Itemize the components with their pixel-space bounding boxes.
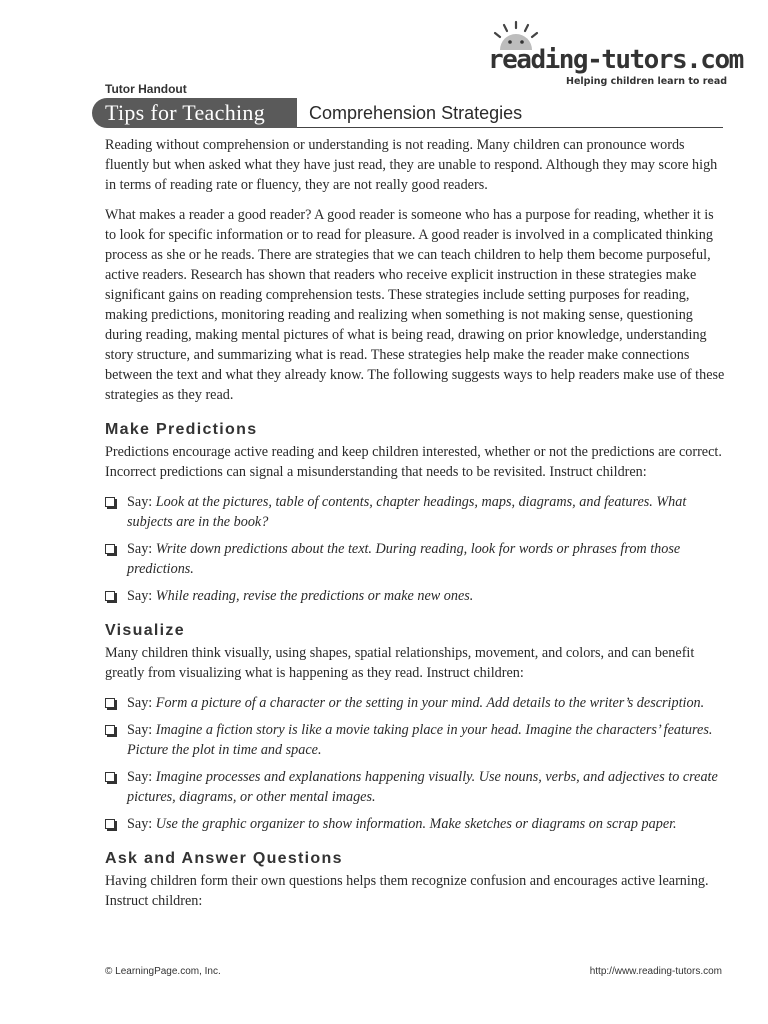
handout-label: Tutor Handout	[105, 82, 187, 96]
tip-list	[105, 492, 725, 606]
section-body: Many children think visually, using shapes, spatial relationships, movement, and colors, and can benefit greatly from visualizing what is happening as they read. Instruct children:	[105, 645, 695, 681]
say-label: Say:	[127, 722, 156, 738]
title-divider	[297, 127, 723, 128]
checkbox-icon	[105, 591, 115, 601]
tip-item	[105, 693, 725, 713]
checkbox-icon	[105, 725, 115, 735]
checkbox-icon	[105, 698, 115, 708]
tip-item	[105, 767, 725, 807]
tip-list	[105, 693, 725, 834]
main-content	[105, 135, 725, 921]
say-label: Say:	[127, 769, 156, 785]
section-heading: Visualize	[105, 622, 185, 639]
section-visualize	[105, 620, 725, 834]
page-title: Tips for Teaching	[105, 100, 266, 125]
tip-quote: Imagine processes and explanations happening visually. Use nouns, verbs, and adjectives to create pictures, diagrams, or other mental images.	[127, 769, 718, 805]
logo-wordmark: reading-tutors.com	[488, 45, 743, 75]
checkbox-icon	[105, 497, 115, 507]
checkbox-icon	[105, 772, 115, 782]
tip-item	[105, 586, 725, 606]
say-label: Say:	[127, 494, 156, 510]
footer-url: http://www.reading-tutors.com	[589, 966, 722, 977]
tip-quote: Form a picture of a character or the setting in your mind. Add details to the writer’s description.	[155, 695, 705, 711]
tip-item	[105, 814, 725, 834]
section-heading: Make Predictions	[105, 421, 258, 438]
say-label: Say:	[127, 541, 156, 557]
title-banner	[92, 98, 297, 128]
section-heading: Ask and Answer Questions	[105, 850, 343, 867]
say-label: Say:	[127, 816, 156, 832]
tip-quote: Use the graphic organizer to show information. Make sketches or diagrams on scrap paper.	[155, 816, 677, 832]
tip-item	[105, 492, 725, 532]
checkbox-icon	[105, 544, 115, 554]
tip-item	[105, 539, 725, 579]
checkbox-icon	[105, 819, 115, 829]
tip-quote: Look at the pictures, table of contents, chapter headings, maps, diagrams, and features. What subjects are in the book?	[127, 494, 687, 530]
footer-copyright: © LearningPage.com, Inc.	[105, 966, 221, 977]
section-make-predictions	[105, 419, 725, 606]
section-body: Having children form their own questions helps them recognize confusion and encourages active learning. Instruct children:	[105, 873, 709, 909]
section-ask-and-answer-questions	[105, 848, 725, 911]
intro-paragraph: Reading without comprehension or understanding is not reading. Many children can pronounce words fluently but when asked what they have just read, they are unable to respond. Although they may score high in terms of reading rate or fluency, they are not really good readers.	[105, 137, 718, 193]
tip-quote: Imagine a fiction story is like a movie taking place in your head. Imagine the characters’ features. Picture the plot in time and space.	[127, 722, 713, 758]
logo-tagline: Helping children learn to read	[566, 76, 728, 87]
tip-item	[105, 720, 725, 760]
tip-quote: Write down predictions about the text. During reading, look for words or phrases from those predictions.	[127, 541, 681, 577]
intro-paragraph: What makes a reader a good reader? A good reader is someone who has a purpose for reading, whether it is to look for specific information or to read for pleasure. A good reader is involved in a complicated thinking process as she or he reads. There are strategies that we can teach children to help them become purposeful, active readers. Research has shown that readers who receive explicit instruction in these strategies make significant gains on reading comprehension tests. These strategies include setting purposes for reading, making predictions, monitoring reading and realizing when something is not making sense, questioning during reading, making mental pictures of what is being read, drawing on prior knowledge, understanding story structure, and summarizing what is read. These strategies help make the reader make connections between the text and what they already know. The following suggests ways to help readers make use of these strategies as they read.	[105, 207, 725, 403]
say-label: Say:	[127, 695, 156, 711]
say-label: Say:	[127, 588, 156, 604]
section-body: Predictions encourage active reading and keep children interested, whether or not the predictions are correct. Incorrect predictions can signal a misunderstanding that needs to be revisited. Instruct children:	[105, 444, 722, 480]
site-logo	[488, 20, 743, 90]
tip-quote: While reading, revise the predictions or make new ones.	[155, 588, 474, 604]
page-subtitle: Comprehension Strategies	[309, 103, 523, 123]
